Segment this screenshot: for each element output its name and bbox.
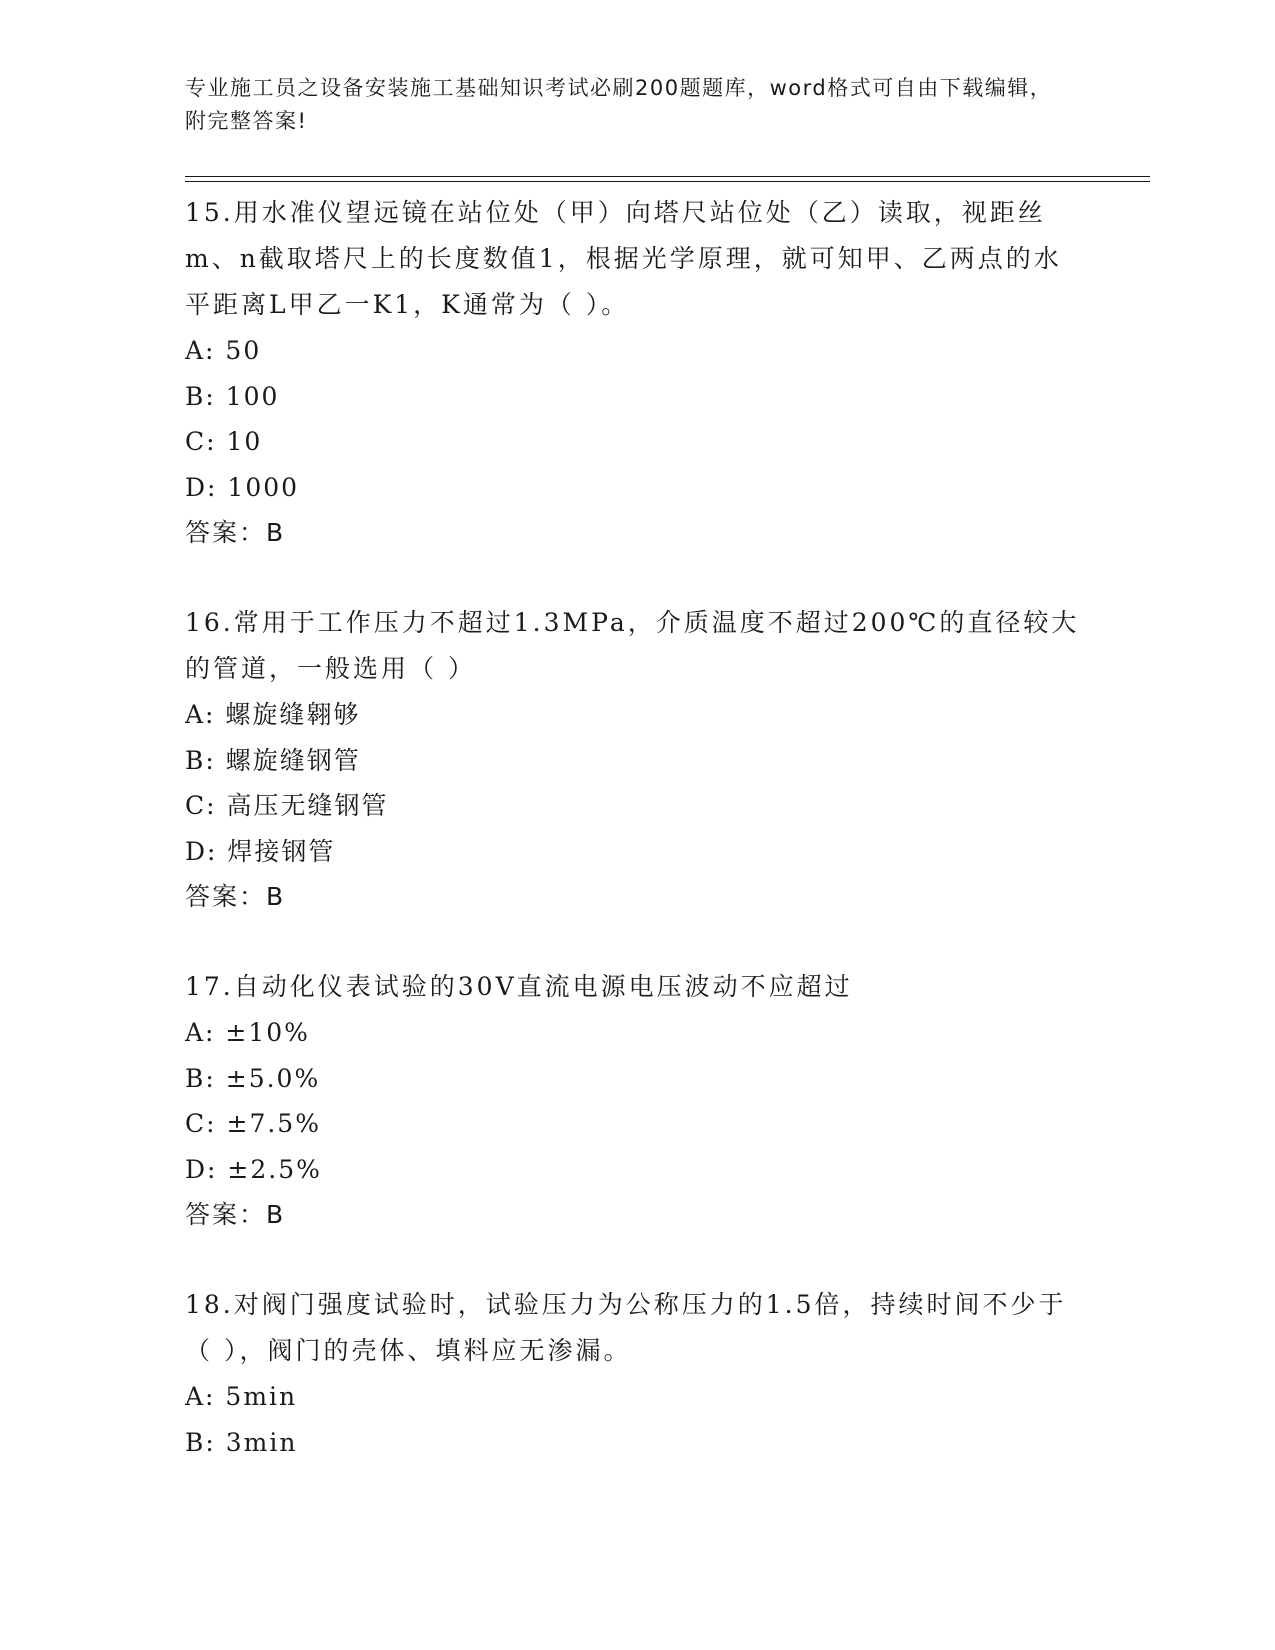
option-c: C: ±7.5% xyxy=(185,1109,321,1138)
question-stem: 18.对阀门强度试验时，试验压力为公称压力的1.5倍，持续时间不少于（ ），阀门的壳体、填料应无渗漏。 xyxy=(185,1290,1067,1365)
question-stem: 17.自动化仪表试验的30V直流电源电压波动不应超过 xyxy=(185,972,853,1001)
document-header: 专业施工员之设备安装施工基础知识考试必刷200题题库，word格式可自由下载编辑，附完整答案! xyxy=(185,76,1053,133)
option-c: C: 10 xyxy=(185,427,263,456)
answer-line: 答案：B xyxy=(185,882,286,911)
option-d: D: ±2.5% xyxy=(185,1154,322,1184)
option-a: A: 5min xyxy=(185,1382,298,1411)
question-16 xyxy=(185,600,1085,920)
question-stem: 15.用水准仪望远镜在站位处（甲）向塔尺站位处（乙）读取，视距丝m、n截取塔尺上的长度数值1，根据光学原理，就可知甲、乙两点的水平距离L甲乙一K1，K通常为（ ）。 xyxy=(185,198,1062,319)
option-a: A: ±10% xyxy=(185,1018,310,1047)
question-stem: 16.常用于工作压力不超过1.3MPa，介质温度不超过200℃的直径较大的管道，一般选用（ ） xyxy=(185,608,1080,683)
header-divider-bottom xyxy=(185,181,1150,182)
option-a: A: 螺旋缝翱够 xyxy=(185,700,361,729)
option-b: B: ±5.0% xyxy=(185,1063,321,1093)
option-b: B: 3min xyxy=(185,1427,298,1457)
option-c: C: 高压无缝钢管 xyxy=(185,791,389,820)
answer-line: 答案：B xyxy=(185,1200,286,1229)
header-divider-top xyxy=(185,176,1150,177)
answer-line: 答案：B xyxy=(185,518,286,547)
option-a: A: 50 xyxy=(185,336,262,365)
question-list xyxy=(185,190,1085,1509)
option-b: B: 100 xyxy=(185,381,280,411)
option-d: D: 1000 xyxy=(185,472,300,502)
option-b: B: 螺旋缝钢管 xyxy=(185,745,361,775)
option-d: D: 焊接钢管 xyxy=(185,836,336,866)
question-15 xyxy=(185,190,1085,556)
question-18 xyxy=(185,1282,1085,1465)
question-17 xyxy=(185,964,1085,1238)
